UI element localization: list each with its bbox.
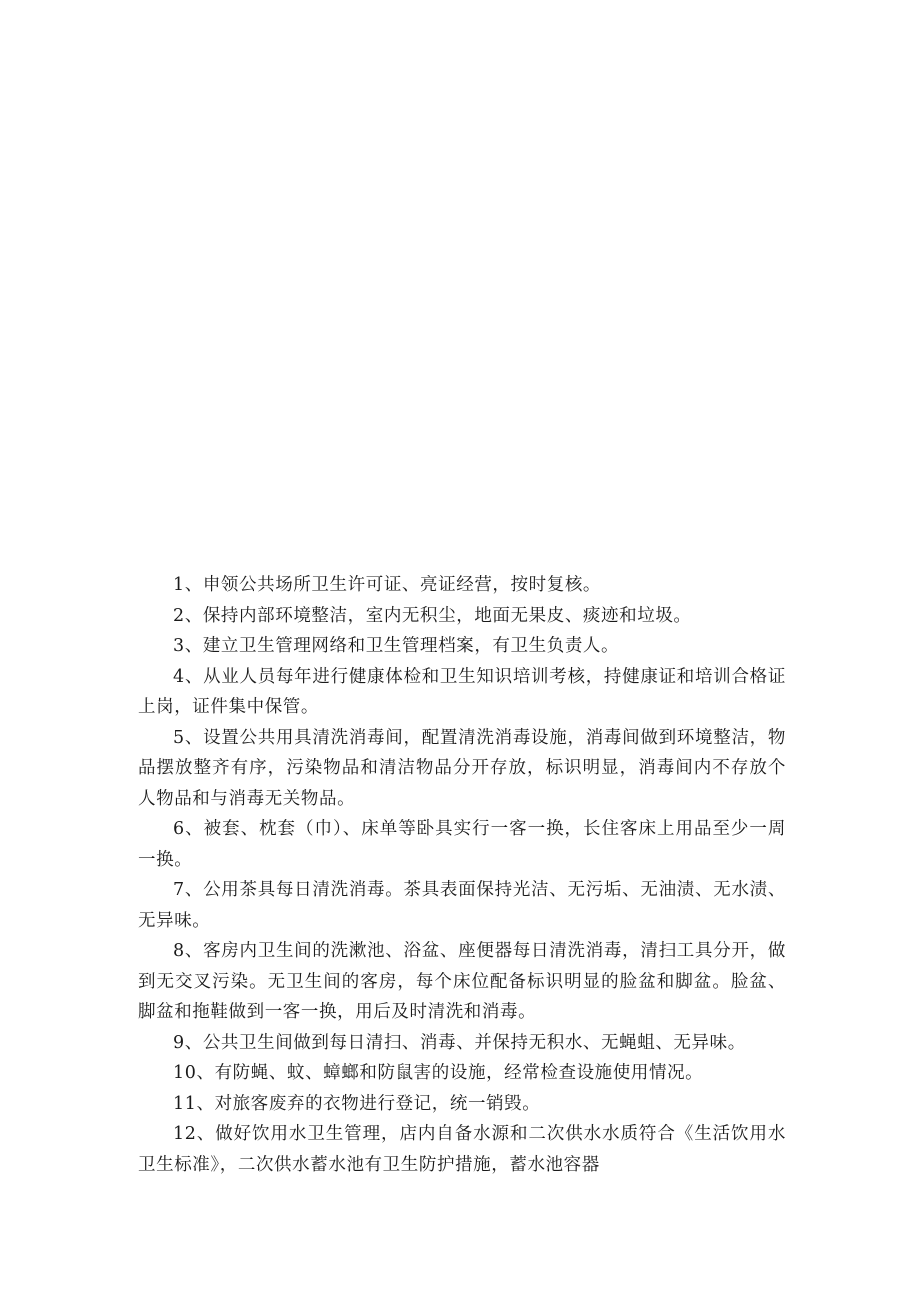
paragraph-5: 5、设置公共用具清洗消毒间，配置清洗消毒设施，消毒间做到环境整洁，物品摆放整齐有序，污染物品和清洁物品分开存放，标识明显，消毒间内不存放个人物品和与消毒无关物品。 (138, 727, 786, 809)
paragraph-12: 12、做好饮用水卫生管理，店内自备水源和二次供水水质符合《生活饮用水卫生标准》，二次供水蓄水池有卫生防护措施，蓄水池容器 (138, 1124, 786, 1175)
paragraph-2: 2、保持内部环境整洁，室内无积尘，地面无果皮、痰迹和垃圾。 (173, 605, 692, 626)
paragraph-4: 4、从业人员每年进行健康体检和卫生知识培训考核，持健康证和培训合格证上岗，证件集中保管。 (138, 666, 786, 717)
paragraph-10: 10、有防蝇、蚊、蟑螂和防鼠害的设施，经常检查设施使用情况。 (173, 1063, 704, 1083)
paragraph-3: 3、建立卫生管理网络和卫生管理档案，有卫生负责人。 (173, 636, 620, 656)
paragraph-11: 11、对旅客废弃的衣物进行登记，统一销毁。 (173, 1093, 541, 1114)
paragraph-8: 8、客房内卫生间的洗漱池、浴盆、座便器每日清洗消毒，清扫工具分开，做到无交叉污染。无卫生间的客房，每个床位配备标识明显的脸盆和脚盆。脸盆、脚盆和拖鞋做到一客一换，用后及时清洗和消毒。 (138, 941, 786, 1022)
paragraph-1: 1、申领公共场所卫生许可证、亮证经营，按时复核。 (173, 575, 602, 595)
paragraph-9: 9、公共卫生间做到每日清扫、消毒、并保持无积水、无蝇蛆、无异味。 (173, 1032, 746, 1053)
document-body (138, 570, 786, 1180)
paragraph-6: 6、被套、枕套（巾）、床单等卧具实行一客一换，长住客床上用品至少一周一换。 (138, 819, 786, 870)
paragraph-7: 7、公用茶具每日清洗消毒。茶具表面保持光洁、无污垢、无油渍、无水渍、无异味。 (138, 880, 786, 931)
